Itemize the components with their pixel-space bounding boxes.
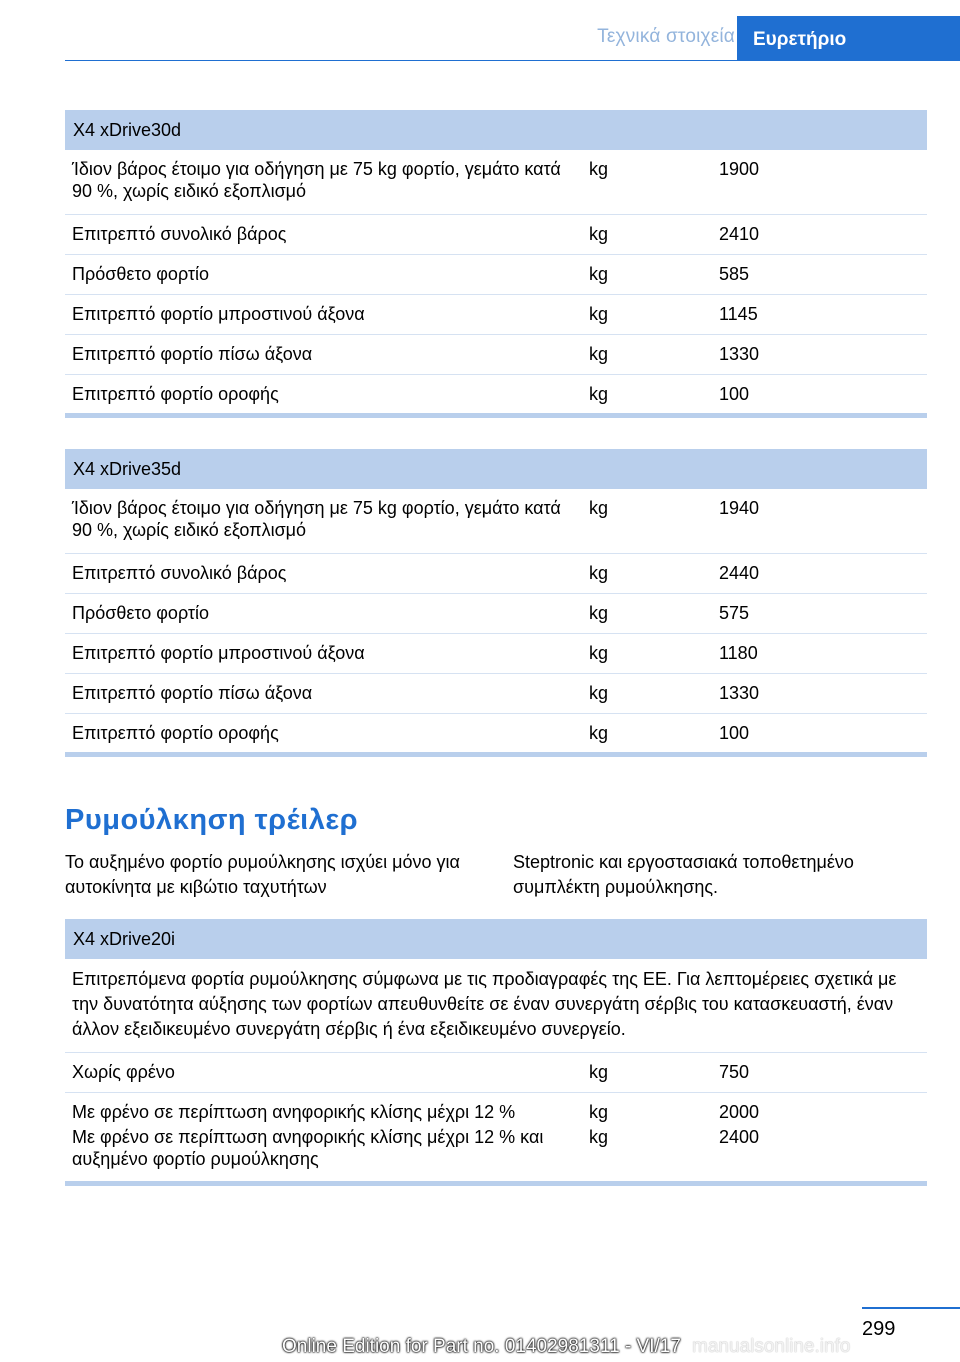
header-index-tab[interactable]: Ευρετήριο <box>737 16 960 60</box>
row-unit: kg <box>589 304 609 324</box>
table-title: X4 xDrive30d <box>65 110 927 150</box>
table-row <box>65 150 927 215</box>
row-label: Με φρένο σε περίπτωση ανηφορικής κλίσης μέχρι 12 % και αυξημένο φορτίο ρυμούλκησης <box>72 1127 544 1169</box>
table-row <box>65 335 927 375</box>
table-row <box>65 489 927 554</box>
row-unit: kg <box>589 264 609 284</box>
table-row <box>65 674 927 714</box>
row-value: 1330 <box>719 683 760 703</box>
page-number-rule <box>862 1307 960 1309</box>
row-value: 2440 <box>719 563 760 583</box>
row-unit: kg <box>589 159 609 179</box>
row-unit: kg <box>589 1127 609 1147</box>
row-value: 1940 <box>719 498 760 518</box>
row-label: Επιτρεπτό συνολικό βάρος <box>72 224 287 244</box>
intro-text-left: Το αυξημένο φορτίο ρυμούλκησης ισχύει μόνο για αυτοκίνητα με κιβώτιο ταχυτήτων <box>65 852 460 897</box>
header-section-link[interactable]: Τεχνικά στοιχεία <box>597 26 735 47</box>
section-heading: Ρυμούλκηση τρέιλερ <box>65 804 359 836</box>
header-rule <box>65 60 960 61</box>
table-row <box>65 594 927 634</box>
row-label: Επιτρεπτό φορτίο μπροστινού άξονα <box>72 304 365 324</box>
row-value: 585 <box>719 264 750 284</box>
row-value: 2410 <box>719 224 760 244</box>
row-label: Επιτρεπτό συνολικό βάρος <box>72 563 287 583</box>
table-bottom-bar <box>65 752 927 757</box>
row-label: Πρόσθετο φορτίο <box>72 603 210 623</box>
watermark: manualsonline.info <box>692 1336 851 1357</box>
spec-table-xdrive35d <box>65 449 927 757</box>
row-unit: kg <box>589 683 609 703</box>
page-header <box>0 0 960 62</box>
table-row <box>65 295 927 335</box>
table-row <box>65 375 927 413</box>
row-unit: kg <box>589 384 609 404</box>
page-number: 299 <box>862 1318 896 1340</box>
row-value: 750 <box>719 1062 750 1082</box>
table-row <box>65 1123 927 1181</box>
row-label: Χωρίς φρένο <box>72 1062 175 1082</box>
table-row <box>65 554 927 594</box>
edition-footer: Online Edition for Part no. 01402981311 - VI/17 <box>282 1336 681 1357</box>
row-value: 575 <box>719 603 750 623</box>
row-label: Ίδιον βάρος έτοιμο για οδήγηση με 75 kg φορτίο, γεμάτο κατά 90 %, χωρίς ειδικό εξοπλισμό <box>72 498 561 540</box>
row-unit: kg <box>589 563 609 583</box>
table-title: X4 xDrive35d <box>65 449 927 489</box>
row-value: 2400 <box>719 1127 760 1147</box>
row-label: Πρόσθετο φορτίο <box>72 264 210 284</box>
row-value: 100 <box>719 384 750 404</box>
row-unit: kg <box>589 643 609 663</box>
table-bottom-bar <box>65 413 927 418</box>
table-bottom-bar <box>65 1181 927 1186</box>
spec-table-xdrive20i <box>65 919 927 1186</box>
row-unit: kg <box>589 224 609 244</box>
row-value: 1330 <box>719 344 760 364</box>
table-row <box>65 1093 927 1123</box>
row-unit: kg <box>589 498 609 518</box>
row-unit: kg <box>589 1102 609 1122</box>
table-row <box>65 634 927 674</box>
row-unit: kg <box>589 603 609 623</box>
row-label: Με φρένο σε περίπτωση ανηφορικής κλίσης μέχρι 12 % <box>72 1102 516 1122</box>
row-label: Επιτρεπτό φορτίο οροφής <box>72 723 279 743</box>
row-label: Ίδιον βάρος έτοιμο για οδήγηση με 75 kg φορτίο, γεμάτο κατά 90 %, χωρίς ειδικό εξοπλισμό <box>72 159 561 201</box>
row-value: 1180 <box>719 643 758 663</box>
table-row <box>65 714 927 752</box>
table-row <box>65 1053 927 1093</box>
row-value: 1145 <box>719 304 758 324</box>
intro-text-right: Steptronic και εργοστασιακά τοποθετημένο συμπλέκτη ρυμούλκησης. <box>513 852 854 897</box>
row-unit: kg <box>589 723 609 743</box>
table-note: Επιτρεπόμενα φορτία ρυμούλκησης σύμφωνα με τις προδιαγραφές της ΕΕ. Για λεπτομέρειες σχετικά με την δυνατότητα αύξησης των φορτίων απευθυνθείτε σε έναν συνεργάτη σέρβις του κατασκευαστή, έναν άλλον εξειδικευμένο συνεργάτη σέρβις ή ένα εξειδικευμένο συνεργείο. <box>65 959 927 1053</box>
table-row <box>65 215 927 255</box>
row-label: Επιτρεπτό φορτίο πίσω άξονα <box>72 683 313 703</box>
row-label: Επιτρεπτό φορτίο πίσω άξονα <box>72 344 313 364</box>
row-value: 100 <box>719 723 750 743</box>
row-value: 2000 <box>719 1102 760 1122</box>
table-row <box>65 255 927 295</box>
row-unit: kg <box>589 1062 609 1082</box>
spec-table-xdrive30d <box>65 110 927 418</box>
row-label: Επιτρεπτό φορτίο οροφής <box>72 384 279 404</box>
row-value: 1900 <box>719 159 760 179</box>
row-unit: kg <box>589 344 609 364</box>
row-label: Επιτρεπτό φορτίο μπροστινού άξονα <box>72 643 365 663</box>
table-title: X4 xDrive20i <box>65 919 927 959</box>
